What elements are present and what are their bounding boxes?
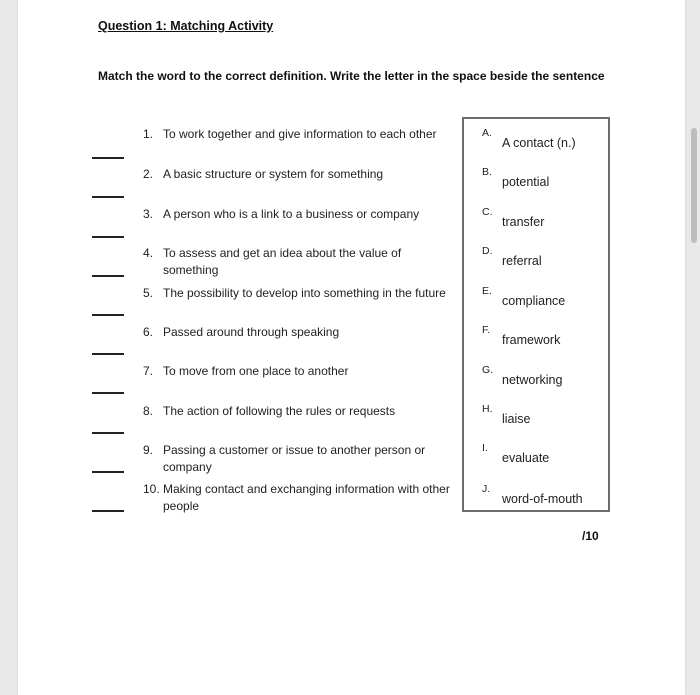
option-word: evaluate: [502, 451, 550, 465]
definition-text: A basic structure or system for something: [163, 167, 384, 181]
definition-number: 9.: [143, 443, 154, 457]
definition-text: Passing a customer or issue to another person or company: [163, 443, 426, 474]
definition-number: 3.: [143, 207, 154, 221]
answer-blank[interactable]: [92, 510, 124, 512]
option-letter: F.: [482, 324, 491, 336]
option-word: framework: [502, 333, 561, 347]
definition-text: The action of following the rules or requests: [163, 404, 396, 418]
answer-blank[interactable]: [92, 196, 124, 198]
definition-number: 6.: [143, 325, 154, 339]
definition-text: A person who is a link to a business or company: [163, 207, 420, 221]
answer-blank[interactable]: [92, 236, 124, 238]
option-letter: H.: [482, 403, 493, 415]
answer-blank[interactable]: [92, 314, 124, 316]
option-word: compliance: [502, 294, 566, 308]
answer-blank[interactable]: [92, 157, 124, 159]
scrollbar[interactable]: [691, 128, 697, 243]
option-word: word-of-mouth: [502, 492, 583, 506]
definition-text: Making contact and exchanging information with other people: [163, 482, 450, 513]
answer-blank[interactable]: [92, 275, 124, 277]
option-letter: I.: [482, 442, 488, 454]
option-word: potential: [502, 175, 550, 189]
answer-blank[interactable]: [92, 432, 124, 434]
option-letter: G.: [482, 364, 494, 376]
definition-text: The possibility to develop into something in the future: [163, 286, 446, 300]
definition-number: 7.: [143, 364, 154, 378]
definition-text: Passed around through speaking: [163, 325, 340, 339]
definition-text: To work together and give information to each other: [163, 127, 437, 141]
score-total: /10: [582, 529, 599, 543]
option-word: transfer: [502, 215, 545, 229]
option-letter: B.: [482, 166, 492, 178]
option-word: liaise: [502, 412, 531, 426]
option-word: referral: [502, 254, 542, 268]
answer-blank[interactable]: [92, 392, 124, 394]
definition-number: 8.: [143, 404, 154, 418]
answer-blank[interactable]: [92, 353, 124, 355]
definition-number: 10.: [143, 482, 160, 496]
option-letter: A.: [482, 127, 492, 139]
definition-number: 1.: [143, 127, 154, 141]
instructions: Match the word to the correct definition. Write the letter in the space beside the sentence: [98, 69, 605, 83]
definition-number: 2.: [143, 167, 154, 181]
option-letter: D.: [482, 245, 493, 257]
definition-text: To assess and get an idea about the value of something: [163, 246, 402, 277]
option-letter: J.: [482, 483, 491, 495]
option-letter: E.: [482, 285, 492, 297]
answer-blank[interactable]: [92, 471, 124, 473]
option-letter: C.: [482, 206, 493, 218]
word-bank-box: [462, 117, 610, 512]
option-word: networking: [502, 373, 563, 387]
definition-text: To move from one place to another: [163, 364, 349, 378]
definition-number: 5.: [143, 286, 154, 300]
page-title: Question 1: Matching Activity: [98, 19, 274, 33]
option-word: A contact (n.): [502, 136, 576, 150]
definition-number: 4.: [143, 246, 154, 260]
